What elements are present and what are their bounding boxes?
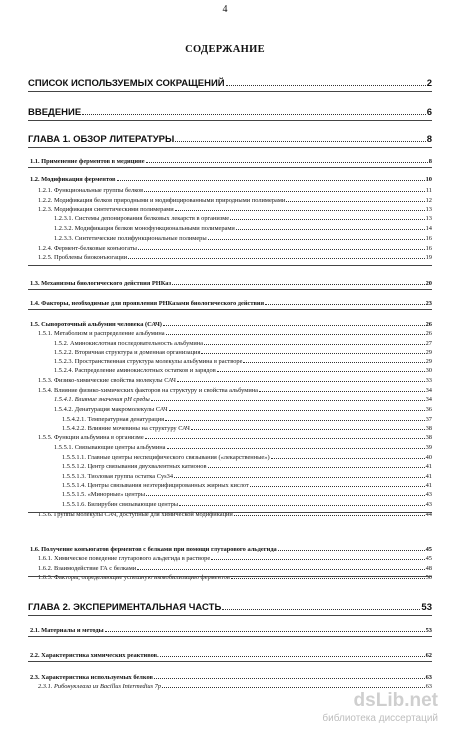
toc-entry-page: 63 xyxy=(425,682,432,690)
toc-leader-dots xyxy=(201,348,424,354)
toc-entry-title: 1.5. Сывороточный альбумин человека (САЧ) xyxy=(30,320,162,328)
toc-entry-page: 6 xyxy=(426,107,432,119)
toc-entry xyxy=(30,651,432,659)
toc-entry-page: 38 xyxy=(425,433,432,441)
toc-entry-title: 1.6.2. Взаимодействие ГА с белками xyxy=(38,564,137,572)
toc-entry-title: 1.6.1. Химическое поведение глутарового альдегида в растворе xyxy=(38,554,211,562)
toc-entry-title: 1.2.4. Фермент-белковые конъюгаты xyxy=(38,244,137,252)
toc-entry-page: 48 xyxy=(425,564,432,572)
toc-entry xyxy=(30,545,432,553)
toc-entry-page: 53 xyxy=(421,602,432,614)
toc-entry-page: 29 xyxy=(425,348,432,356)
toc-entry-page: 13 xyxy=(425,214,432,222)
toc-entry-title: 1.5.2.3. Пространственная структура молекулы альбумина в растворе xyxy=(54,357,243,365)
toc-separator xyxy=(28,636,432,637)
toc-entry xyxy=(54,339,432,347)
toc-entry xyxy=(54,214,432,222)
toc-entry xyxy=(38,196,432,204)
toc-entry-page: 11 xyxy=(425,186,432,194)
toc-separator xyxy=(28,120,432,121)
toc-entry xyxy=(30,626,432,634)
toc-entry-title: ГЛАВА 1. ОБЗОР ЛИТЕРАТУРЫ xyxy=(28,134,175,146)
toc-leader-dots xyxy=(146,157,428,163)
toc-entry-page: 38 xyxy=(425,424,432,432)
toc-leader-dots xyxy=(208,462,425,468)
toc-entry-page: 16 xyxy=(425,244,432,252)
toc-entry-title: 1.5.6. Группы молекулы САЧ, доступные для химической модификации xyxy=(38,510,233,518)
toc-entry-page: 26 xyxy=(425,320,432,328)
toc-entry-page: 33 xyxy=(425,376,432,384)
toc-leader-dots xyxy=(177,376,425,382)
toc-entry xyxy=(30,157,432,165)
toc-entry-title: 2.3.1. Рибонуклеаза из Bacillus Intermedius 7р xyxy=(38,682,162,690)
toc-entry xyxy=(28,134,432,145)
toc-leader-dots xyxy=(146,490,425,496)
toc-leader-dots xyxy=(271,453,425,459)
toc-entry-page: 50 xyxy=(425,573,432,581)
toc-leader-dots xyxy=(151,395,425,401)
toc-entry xyxy=(54,366,432,374)
toc-leader-dots xyxy=(175,205,425,211)
toc-leader-dots xyxy=(191,424,425,430)
toc-leader-dots xyxy=(154,673,425,679)
toc-leader-dots xyxy=(208,234,425,240)
toc-entry xyxy=(38,329,432,337)
toc-entry-title: 1.4. Факторы, необходимые для проявления РНКазами биологического действия xyxy=(30,299,265,307)
toc-separator xyxy=(28,576,432,577)
toc-entry xyxy=(30,175,432,183)
toc-entry-title: 1.1. Применение ферментов в медицине xyxy=(30,157,145,165)
toc-entry-page: 34 xyxy=(425,395,432,403)
toc-leader-dots xyxy=(137,564,424,570)
toc-leader-dots xyxy=(117,175,425,181)
toc-entry-title: 1.3. Механизмы биологического действия РНКаз xyxy=(30,279,172,287)
toc-separator xyxy=(28,615,432,616)
toc-entry-page: 12 xyxy=(425,196,432,204)
toc-entry xyxy=(62,453,432,461)
toc-entry-title: 1.5.2. Аминокислотная последовательность альбумина xyxy=(54,339,204,347)
toc-entry xyxy=(30,299,432,307)
toc-entry-title: 2.3. Характеристика используемых белков xyxy=(30,673,153,681)
toc-separator xyxy=(28,265,432,266)
toc-entry-title: 1.5.5.1.5. «Минорные» центры xyxy=(62,490,146,498)
toc-entry-title: 1.5.5.1.6. Билирубин связывающие центры xyxy=(62,500,179,508)
toc-entry-page: 43 xyxy=(425,490,432,498)
toc-separator xyxy=(28,167,432,168)
toc-entry-title: 1.5.5.1.2. Центр связывания двухвалентных катионов xyxy=(62,462,207,470)
toc-entry xyxy=(54,405,432,413)
toc-entry-page: 41 xyxy=(425,472,432,480)
toc-entry-title: 1.2.3.3. Синтетические полифункциональные полимеры xyxy=(54,234,207,242)
toc-entry-title: 1.5.4.1. Влияние значения рН среды xyxy=(54,395,150,403)
toc-entry xyxy=(38,205,432,213)
toc-entry xyxy=(54,443,432,451)
toc-entry-page: 30 xyxy=(425,366,432,374)
toc-entry xyxy=(38,386,432,394)
toc-entry-page: 43 xyxy=(425,500,432,508)
watermark-logo: dsLib.net xyxy=(353,690,438,711)
toc-leader-dots xyxy=(236,224,425,230)
toc-leader-dots xyxy=(226,78,426,86)
toc-leader-dots xyxy=(165,415,425,421)
toc-entry-page: 44 xyxy=(425,510,432,518)
toc-entry-page: 36 xyxy=(425,405,432,413)
toc-leader-dots xyxy=(230,214,424,220)
toc-entry-title: 1.5.5. Функции альбумина в организме xyxy=(38,433,144,441)
toc-entry-title: ВВЕДЕНИЕ xyxy=(28,107,82,119)
toc-entry-title: 1.2.3.2. Модификация белков монофункциональными полимерами xyxy=(54,224,235,232)
toc-entry-page: 39 xyxy=(425,443,432,451)
toc-entry xyxy=(38,244,432,252)
toc-entry-title: 2.1. Материалы и методы xyxy=(30,626,104,634)
toc-entry xyxy=(38,376,432,384)
watermark-subtitle: библиотека диссертаций xyxy=(322,713,438,724)
toc-separator xyxy=(28,309,432,310)
toc-entry-page: 27 xyxy=(425,339,432,347)
toc-separator xyxy=(28,661,432,662)
toc-entry-title: 1.5.2.4. Распределение аминокислотных остатков и зарядов xyxy=(54,366,216,374)
toc-entry xyxy=(54,234,432,242)
toc-separator xyxy=(28,91,432,92)
toc-separator xyxy=(28,289,432,290)
toc-entry xyxy=(38,564,432,572)
toc-leader-dots xyxy=(167,443,425,449)
toc-entry-page: 63 xyxy=(425,673,432,681)
watermark xyxy=(242,690,442,728)
toc-leader-dots xyxy=(163,320,425,326)
toc-leader-dots xyxy=(179,500,425,506)
toc-entry-title: 1.2.3.1. Системы депонирования белковых лекарств в организме xyxy=(54,214,230,222)
toc-entry xyxy=(62,415,432,423)
toc-entry-page: 45 xyxy=(425,554,432,562)
toc-entry xyxy=(30,673,432,681)
toc-entry-title: 1.2. Модификация ферментов xyxy=(30,175,116,183)
toc-entry-page: 10 xyxy=(425,175,432,183)
toc-entry xyxy=(30,320,432,328)
toc-heading: СОДЕРЖАНИЕ xyxy=(185,44,265,55)
toc-entry xyxy=(38,554,432,562)
toc-entry xyxy=(38,186,432,194)
toc-entry-title: 1.2.5. Проблемы биоконъюгации xyxy=(38,253,128,261)
toc-leader-dots xyxy=(128,253,425,259)
toc-entry-page: 13 xyxy=(425,205,432,213)
toc-entry xyxy=(62,481,432,489)
toc-entry xyxy=(54,357,432,365)
toc-entry-title: 1.2.2. Модификация белков природными и модифицированными природными полимерами xyxy=(38,196,286,204)
toc-leader-dots xyxy=(172,279,425,285)
toc-leader-dots xyxy=(211,554,424,560)
toc-entry xyxy=(54,348,432,356)
toc-entry xyxy=(62,424,432,432)
toc-entry-page: 40 xyxy=(425,453,432,461)
toc-entry-title: СПИСОК ИСПОЛЬЗУЕМЫХ СОКРАЩЕНИЙ xyxy=(28,78,225,90)
toc-entry-page: 29 xyxy=(425,357,432,365)
toc-leader-dots xyxy=(169,405,425,411)
toc-entry xyxy=(54,224,432,232)
toc-entry-page: 41 xyxy=(425,481,432,489)
toc-entry-page: 62 xyxy=(425,651,432,659)
page-number: 4 xyxy=(222,4,228,15)
toc-entry xyxy=(38,253,432,261)
toc-leader-dots xyxy=(166,329,425,335)
toc-entry xyxy=(62,472,432,480)
toc-entry-title: 1.5.5.1.1. Главные центры неспецифического связывания («лекарственные») xyxy=(62,453,270,461)
toc-entry xyxy=(62,490,432,498)
toc-entry-page: 37 xyxy=(425,415,432,423)
toc-leader-dots xyxy=(286,196,424,202)
toc-entry-title: 1.5.4.2. Денатурация макромолекулы САЧ xyxy=(54,405,168,413)
toc-leader-dots xyxy=(265,299,425,305)
toc-leader-dots xyxy=(144,186,425,192)
toc-entry-title: 1.5.5.1.4. Центры связывания неэтерифицированных жирных кислот xyxy=(62,481,249,489)
toc-entry xyxy=(38,682,432,690)
toc-leader-dots xyxy=(243,357,424,363)
toc-leader-dots xyxy=(105,626,425,632)
toc-entry-title: 1.5.1. Метаболизм и распределение альбумина xyxy=(38,329,165,337)
toc-entry-title: 1.2.1. Функциональные группы белков xyxy=(38,186,144,194)
toc-entry-title: 1.5.5.1. Связывающие центры альбумина xyxy=(54,443,166,451)
toc-separator xyxy=(28,512,432,513)
toc-entry-page: 53 xyxy=(425,626,432,634)
toc-entry-page: 20 xyxy=(425,279,432,287)
toc-leader-dots xyxy=(278,545,425,551)
toc-entry-page: 19 xyxy=(425,253,432,261)
toc-entry-page: 23 xyxy=(425,299,432,307)
toc-leader-dots xyxy=(82,107,426,115)
toc-entry-title: 2.2. Характеристика химических реактивов. xyxy=(30,651,159,659)
toc-entry-title: 1.5.4.2.2. Влияние мочевины на структуру САЧ xyxy=(62,424,190,432)
toc-entry-title: 1.6. Получение конъюгатов ферментов с белками при помощи глутарового альдегида xyxy=(30,545,277,553)
toc-separator xyxy=(28,147,432,148)
toc-leader-dots xyxy=(204,339,425,345)
toc-entry xyxy=(62,500,432,508)
toc-leader-dots xyxy=(160,651,425,657)
toc-leader-dots xyxy=(175,134,425,142)
toc-entry-title: 1.5.4.2.1. Температурная денатурация xyxy=(62,415,165,423)
toc-entry xyxy=(28,107,432,118)
toc-entry-page: 26 xyxy=(425,329,432,337)
toc-entry-title: 1.5.2.2. Вторичная структура и доменная организация xyxy=(54,348,201,356)
toc-entry-title: 1.2.3. Модификация синтетическими полимерами xyxy=(38,205,174,213)
toc-leader-dots xyxy=(145,433,425,439)
toc-entry xyxy=(62,462,432,470)
toc-leader-dots xyxy=(222,602,420,610)
toc-entry-page: 41 xyxy=(425,462,432,470)
toc-entry xyxy=(38,433,432,441)
toc-entry-title: 1.5.5.1.3. Тиоловая группа остатка Cys34 xyxy=(62,472,174,480)
toc-entry-title: ГЛАВА 2. ЭКСПЕРИМЕНТАЛЬНАЯ ЧАСТЬ xyxy=(28,602,222,614)
toc-entry-page: 16 xyxy=(425,234,432,242)
toc-leader-dots xyxy=(162,682,425,688)
toc-entry-title: 1.6.3. Факторы, определяющие успешную иммобилизацию ферментов xyxy=(38,573,230,581)
toc-leader-dots xyxy=(259,386,425,392)
toc-leader-dots xyxy=(138,244,425,250)
toc-entry xyxy=(28,78,432,89)
toc-entry xyxy=(30,279,432,287)
toc-leader-dots xyxy=(174,472,425,478)
toc-entry-title: 1.5.4. Влияние физико-химических факторов на структуру и свойства альбумина xyxy=(38,386,258,394)
toc-leader-dots xyxy=(250,481,425,487)
toc-entry-title: 1.5.3. Физико-химические свойства молекулы САЧ xyxy=(38,376,176,384)
toc-entry-page: 14 xyxy=(425,224,432,232)
toc-entry-page: 45 xyxy=(425,545,432,553)
toc-leader-dots xyxy=(217,366,425,372)
toc-entry-page: 2 xyxy=(426,78,432,90)
toc-entry-page: 8 xyxy=(426,134,432,146)
toc-entry-page: 8 xyxy=(428,157,432,165)
toc-entry-page: 34 xyxy=(425,386,432,394)
toc-entry xyxy=(28,602,432,613)
toc-entry xyxy=(54,395,432,403)
